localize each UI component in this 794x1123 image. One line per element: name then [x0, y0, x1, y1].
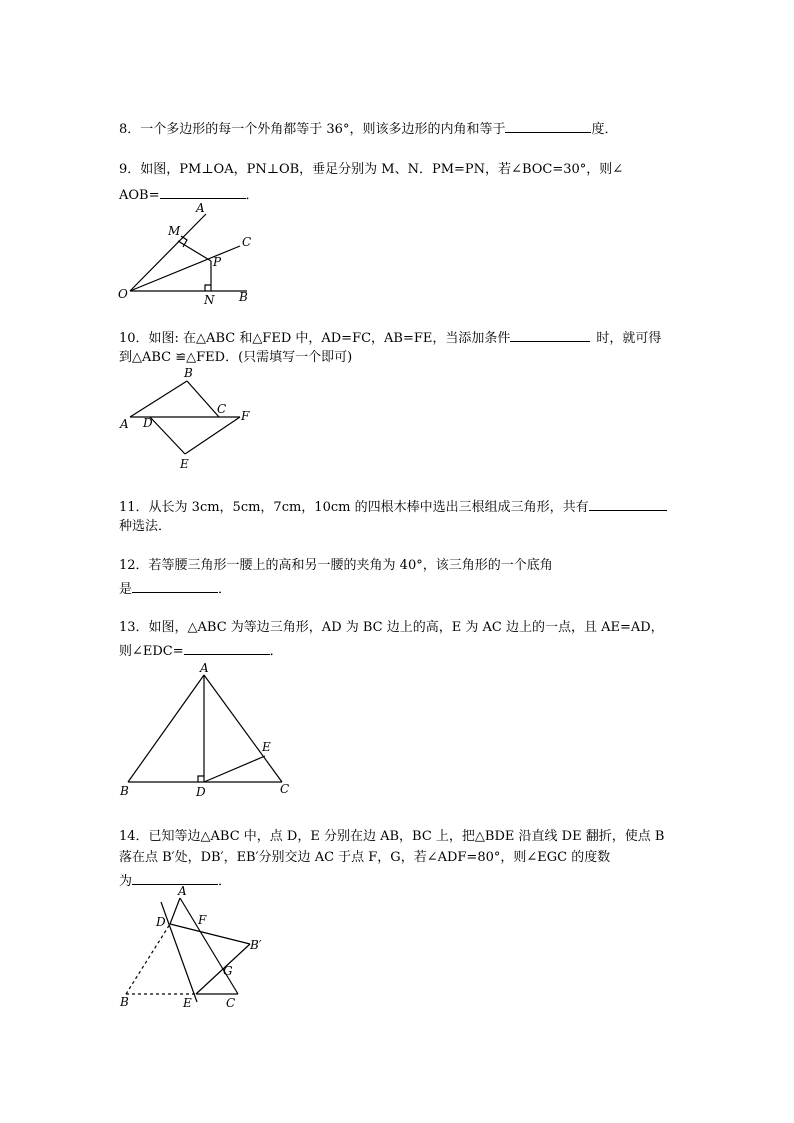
label-g: G	[223, 964, 233, 978]
ray-oc	[130, 246, 240, 291]
label-d: D	[196, 785, 206, 799]
label-m: M	[168, 224, 181, 238]
label-e: E	[180, 457, 189, 471]
figure-folded-triangle	[110, 884, 280, 1014]
segment-bc	[187, 381, 219, 417]
figure-angle-bisector	[110, 198, 270, 310]
figure-equilateral-triangle	[110, 660, 310, 805]
question-13-line-2	[119, 641, 283, 660]
segment-de	[150, 417, 185, 454]
segment-ad	[170, 898, 180, 924]
label-c: C	[217, 402, 227, 416]
segment-bd-dashed	[126, 924, 170, 994]
question-8-text: 8．一个多边形的每一个外角都等于 36°，则该多边形的内角和等于	[119, 122, 506, 137]
label-b: B	[184, 366, 193, 380]
right-angle-mark-n	[205, 285, 211, 291]
question-12-line-2	[119, 579, 231, 598]
question-9-line-1: 9．如图，PM⊥OA，PN⊥OB，垂足分别为 M、N．PM=PN，若∠BOC=30°，则∠	[119, 162, 624, 177]
label-e: E	[183, 996, 192, 1010]
question-10-suffix: 时，就可得	[596, 331, 662, 346]
question-12-line-1: 12．若等腰三角形一腰上的高和另一腰的夹角为 40°，该三角形的一个底角	[119, 558, 553, 573]
right-angle-mark-d	[198, 776, 204, 782]
question-11-text: 11．从长为 3cm，5cm，7cm，10cm 的四根木棒中选出三根组成三角形，共有	[119, 500, 589, 515]
label-a: A	[200, 661, 209, 675]
figure-congruent-triangles	[110, 362, 270, 474]
question-13-line-1: 13．如图，△ABC 为等边三角形，AD 为 BC 边上的高，E 为 AC 边上的一点，且 AE=AD，	[119, 620, 664, 635]
answer-blank[interactable]	[505, 119, 591, 133]
answer-blank[interactable]	[510, 328, 590, 342]
answer-blank[interactable]	[132, 871, 218, 885]
question-11-line-1	[119, 497, 667, 516]
question-13-suffix: ．	[269, 644, 283, 659]
question-14-prefix: 为	[119, 874, 133, 889]
label-c: C	[280, 782, 290, 796]
label-b: B	[120, 784, 129, 798]
label-a: A	[178, 884, 187, 898]
label-c: C	[226, 996, 236, 1010]
label-d: D	[143, 416, 153, 430]
segment-ab	[130, 381, 187, 417]
question-13-prefix: 则∠EDC=	[119, 644, 184, 659]
segment-db-prime	[170, 924, 250, 944]
label-b-prime: B′	[250, 938, 262, 952]
label-b: B	[120, 995, 129, 1009]
question-9-suffix: ．	[245, 188, 259, 203]
label-p: P	[213, 255, 222, 269]
label-e: E	[262, 740, 271, 754]
question-11-line-2: 种选法．	[119, 519, 172, 534]
segment-pm	[178, 241, 211, 261]
question-14-line-1: 14．已知等边△ABC 中，点 D，E 分别在边 AB，BC 上，把△BDE 沿直线 DE 翻折，使点 B	[119, 829, 665, 844]
label-n: N	[204, 293, 215, 307]
label-f: F	[198, 913, 207, 927]
question-10-line-2: 到△ABC ≌△FED．(只需填写一个即可)	[119, 350, 353, 365]
label-f: F	[241, 409, 250, 423]
segment-ab	[128, 675, 204, 782]
question-10-prefix: 10．如图: 在△ABC 和△FED 中，AD=FC，AB=FE，当添加条件	[119, 331, 511, 346]
answer-blank[interactable]	[160, 185, 246, 199]
question-14-suffix: ．	[218, 874, 232, 889]
answer-blank[interactable]	[589, 497, 667, 511]
label-d: D	[156, 915, 166, 929]
question-12-prefix: 是	[119, 582, 133, 597]
label-b: B	[239, 290, 248, 304]
question-12-suffix: ．	[218, 582, 232, 597]
label-a: A	[120, 417, 129, 431]
answer-blank[interactable]	[184, 641, 270, 655]
question-9-prefix: AOB=	[119, 188, 160, 203]
label-a: A	[196, 201, 205, 215]
label-c: C	[242, 235, 252, 249]
segment-ef	[185, 417, 240, 454]
question-10-line-1	[119, 328, 661, 347]
question-14-line-2: 落在点 B′处，DB′，EB′分别交边 AC 于点 F，G，若∠ADF=80°，则∠EGC 的度数	[119, 850, 611, 865]
label-o: O	[118, 287, 128, 301]
answer-blank[interactable]	[132, 579, 218, 593]
segment-de	[204, 756, 265, 782]
question-8-suffix: 度．	[591, 122, 618, 137]
question-8	[119, 119, 617, 138]
